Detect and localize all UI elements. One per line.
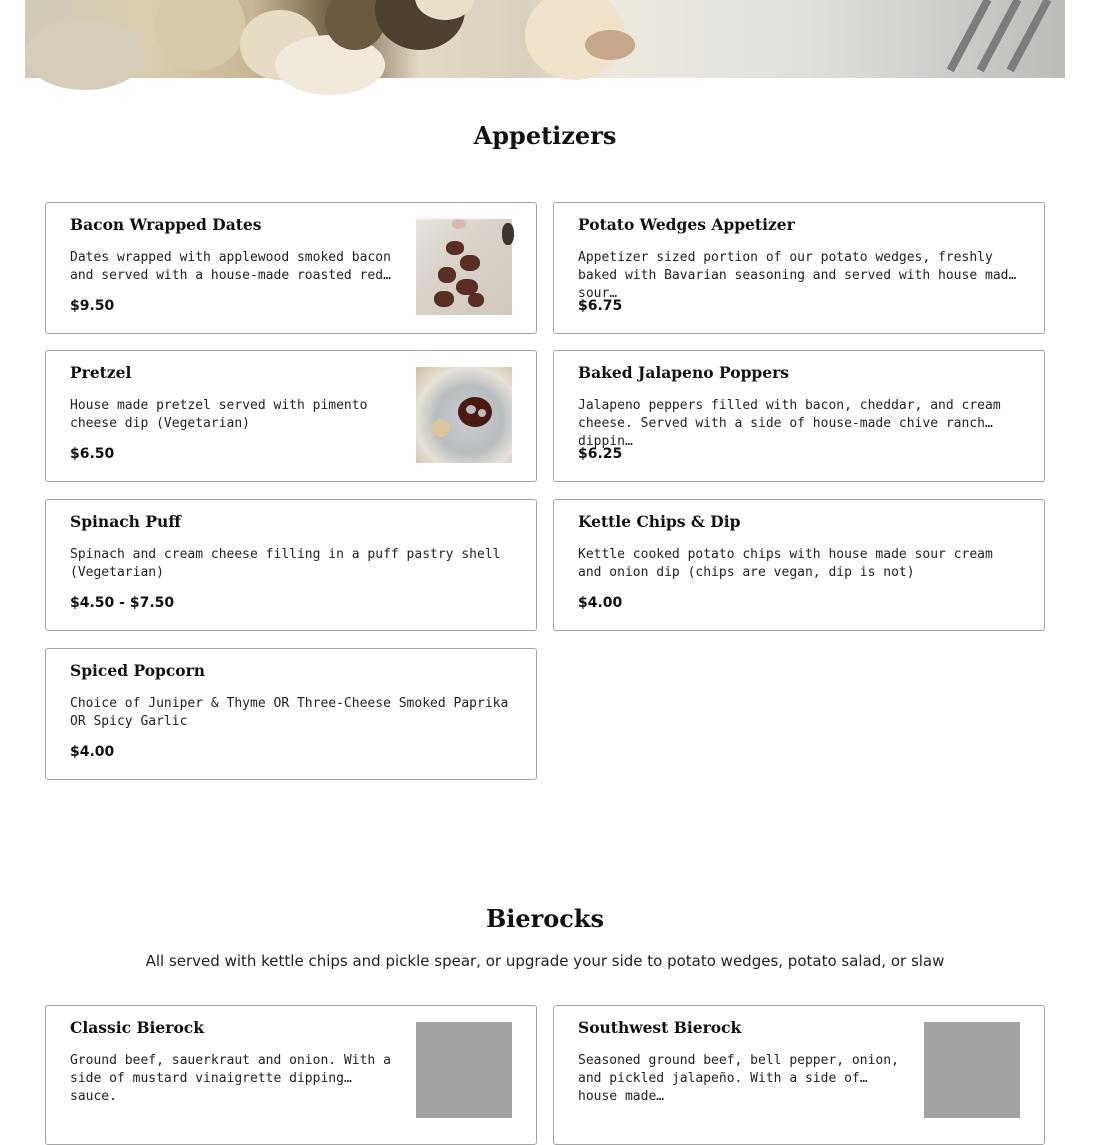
menu-item-price: $9.50 [70,298,115,314]
menu-item-price: $6.75 [578,298,623,314]
menu-item-card[interactable] [553,499,1045,631]
menu-item-card[interactable] [45,350,537,482]
menu-item-description: Choice of Juniper & Thyme OR Three-Cheese Smoked Paprika OR Spicy Garlic [70,696,509,729]
menu-item-name: Bacon Wrapped Dates [70,215,262,234]
menu-item-card[interactable] [45,1005,537,1145]
menu-item-name: Spiced Popcorn [70,661,206,680]
bierocks-subtitle: All served with kettle chips and pickle spear, or upgrade your side to potato wedges, potato salad, or slaw [145,952,945,970]
menu-item-photo-placeholder [416,1022,512,1118]
menu-item-name: Potato Wedges Appetizer [578,215,795,234]
menu-item-description: Seasoned ground beef, bell pepper, onion, and pickled jalapeño. With a side of house made… [578,1053,899,1104]
menu-item-description: Appetizer sized portion of our potato wedges, freshly baked with Bavarian seasoning and served with house made sour… [578,250,1017,301]
menu-item-name: Kettle Chips & Dip [578,512,741,531]
menu-item-description: Ground beef, sauerkraut and onion. With a side of mustard vinaigrette dipping sauce. [70,1053,391,1104]
menu-item-name: Southwest Bierock [578,1018,742,1037]
menu-item-card[interactable] [45,202,537,334]
menu-item-description: Jalapeno peppers filled with bacon, cheddar, and cream cheese. Served with a side of house-made chive ranch dippin… [578,398,1001,449]
menu-item-description: Kettle cooked potato chips with house made sour cream and onion dip (chips are vegan, dip is not) [578,547,993,580]
menu-item-price: $4.50 - $7.50 [70,595,175,611]
menu-item-card[interactable] [45,499,537,631]
menu-item-card[interactable] [45,648,537,780]
menu-item-name: Baked Jalapeno Poppers [578,363,789,382]
menu-item-description: Spinach and cream cheese filling in a puff pastry shell (Vegetarian) [70,547,501,580]
menu-item-name: Spinach Puff [70,512,181,531]
appetizers-heading: Appetizers [473,121,617,150]
menu-item-price: $6.50 [70,446,115,462]
menu-item-name: Classic Bierock [70,1018,204,1037]
hero-banner-image [25,0,1065,78]
menu-item-card[interactable] [553,1005,1045,1145]
menu-item-description: House made pretzel served with pimento cheese dip (Vegetarian) [70,398,368,431]
menu-item-photo-placeholder [924,1022,1020,1118]
menu-item-description: Dates wrapped with applewood smoked bacon and served with a house-made roasted red… [70,250,391,283]
menu-item-card[interactable] [553,350,1045,482]
menu-item-card[interactable] [553,202,1045,334]
menu-item-price: $6.25 [578,446,623,462]
menu-item-price: $4.00 [70,744,115,760]
menu-item-price: $4.00 [578,595,623,611]
bierocks-heading: Bierocks [485,904,605,933]
menu-item-photo [416,367,512,463]
menu-item-name: Pretzel [70,363,132,382]
menu-item-photo [416,219,512,315]
